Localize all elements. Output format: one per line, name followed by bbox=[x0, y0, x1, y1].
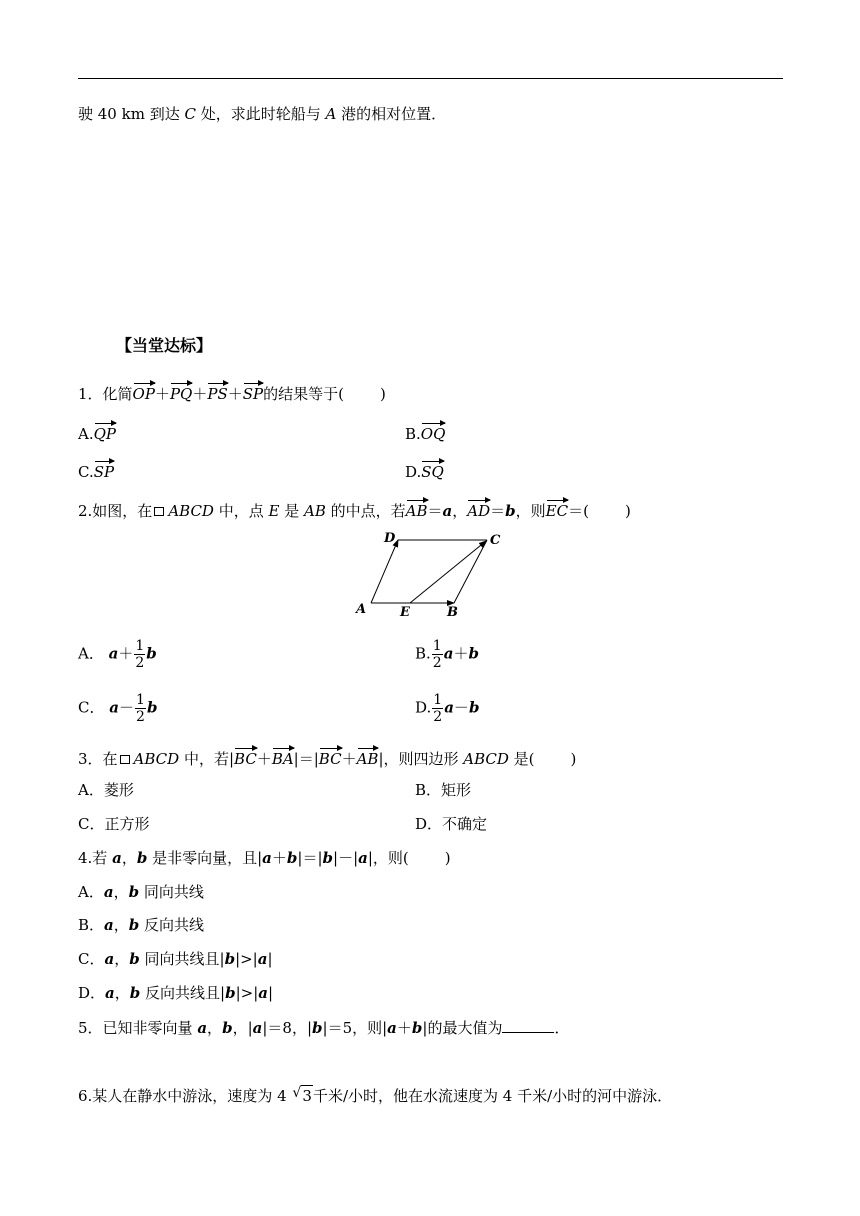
label-b: B bbox=[447, 605, 458, 620]
label-d: D bbox=[384, 531, 396, 546]
q3-option-a: A．菱形 bbox=[78, 781, 134, 799]
q2-option-d: D. $\frac{1}{2}$ a－b bbox=[415, 692, 480, 725]
q2-option-b: B. $\frac{1}{2}$ a＋b bbox=[415, 638, 479, 671]
q3-option-d: D．不确定 bbox=[415, 815, 488, 833]
q4-option-d: D．a，b 反向共线且|b|>|a| bbox=[78, 984, 274, 1002]
q4-option-c: C．a，b 同向共线且|b|>|a| bbox=[78, 950, 273, 968]
sqrt-three: √ 3 bbox=[301, 1085, 313, 1106]
parallelogram-symbol bbox=[120, 755, 130, 764]
question-4: 4.若 a，b 是非零向量，且|a＋b|＝|b|－|a|，则( ) bbox=[78, 849, 451, 867]
question-1: 1．化简OP＋PQ＋PS＋SP的结果等于( ) bbox=[78, 380, 386, 404]
q2-option-a: A． a＋ $\frac{1}{2}$ b bbox=[78, 638, 157, 671]
edge-ec bbox=[410, 541, 486, 603]
label-a: A bbox=[356, 602, 367, 617]
q4-option-b: B．a，b 反向共线 bbox=[78, 916, 205, 934]
parallelogram-symbol bbox=[154, 507, 164, 516]
answer-blank bbox=[502, 1018, 554, 1033]
q1-option-c: C.SP bbox=[78, 458, 114, 482]
question-5: 5．已知非零向量 a，b，|a|＝8，|b|＝5，则|a＋b|的最大值为 ． bbox=[78, 1019, 570, 1037]
q3-option-b: B．矩形 bbox=[415, 781, 472, 799]
label-c: C bbox=[490, 533, 501, 548]
question-6: 6.某人在静水中游泳，速度为 4 √ 3千米/小时，他在水流速度为 4 千米/小时的河中游泳． bbox=[78, 1085, 672, 1106]
question-2: 2.如图，在 ABCD 中，点 E 是 AB 的中点，若AB＝a，AD＝b，则EC＝( ) bbox=[78, 497, 631, 521]
q1-option-a: A.QP bbox=[78, 420, 116, 444]
edge-bc bbox=[454, 540, 487, 603]
q4-option-a: A．a，b 同向共线 bbox=[78, 883, 204, 901]
parallelogram-figure bbox=[350, 528, 510, 620]
header-rule bbox=[78, 78, 783, 79]
q3-option-c: C．正方形 bbox=[78, 815, 150, 833]
edge-ad bbox=[371, 540, 398, 603]
intro-line: 驶 40 km 到达 C 处，求此时轮船与 A 港的相对位置． bbox=[78, 105, 447, 123]
q2-option-c: C． a－ $\frac{1}{2}$ b bbox=[78, 692, 158, 725]
question-3: 3．在 ABCD 中，若|BC＋BA|＝|BC＋AB|，则四边形 ABCD 是( ) bbox=[78, 745, 576, 769]
q1-option-b: B.OQ bbox=[405, 420, 445, 444]
label-e: E bbox=[400, 605, 410, 620]
q1-option-d: D.SQ bbox=[405, 458, 444, 482]
section-title: 【当堂达标】 bbox=[116, 336, 213, 355]
